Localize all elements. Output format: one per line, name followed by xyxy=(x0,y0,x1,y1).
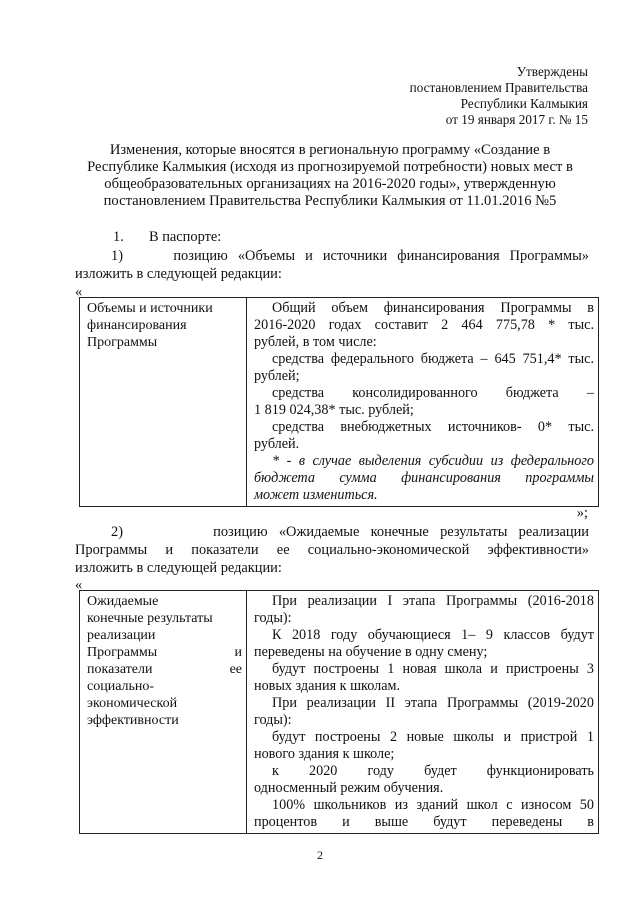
value-line: Общий объем финансирования Программы в xyxy=(272,300,594,316)
label-word: экономической xyxy=(87,696,178,711)
label-line xyxy=(87,712,242,729)
value-line: При реализации I этапа Программы (2016-2018 xyxy=(272,593,594,609)
results-table xyxy=(79,590,599,834)
sub-item-1-line-2: изложить в следующей редакции: xyxy=(75,266,282,282)
value-line: средства внебюджетных источников- 0* тыс. xyxy=(272,419,594,435)
title-line: постановлением Правительства Республики Калмыкия от 11.01.2016 №5 xyxy=(103,193,557,209)
approval-line: Республики Калмыкия xyxy=(460,96,588,111)
label-line xyxy=(87,644,242,661)
results-value-cell xyxy=(247,591,599,834)
label-word: Ожидаемые xyxy=(87,594,159,609)
value-line: рублей. xyxy=(254,436,300,452)
label-line: Объемы и источники xyxy=(87,301,213,316)
financing-value-cell xyxy=(247,298,599,507)
approval-block xyxy=(410,64,588,128)
footnote-line: * - в случае выделения субсидии из федерального xyxy=(272,453,594,469)
open-quote: « xyxy=(75,577,83,593)
title-line: Изменения, которые вносятся в региональную программу «Создание в xyxy=(109,142,551,158)
document-title xyxy=(70,142,590,210)
label-word: показатели xyxy=(87,662,153,677)
label-word: реализации xyxy=(87,628,156,643)
value-line: односменный режим обучения. xyxy=(254,780,444,796)
value-line: рублей, в том числе: xyxy=(254,334,377,350)
item-1-text: В паспорте: xyxy=(149,229,222,245)
label-word: социально- xyxy=(87,679,155,694)
financing-label-cell xyxy=(80,298,247,507)
financing-table xyxy=(79,297,599,507)
sub-item-2-line-1 xyxy=(111,524,589,541)
item-1 xyxy=(75,229,589,246)
label-word: конечные результаты xyxy=(87,611,213,626)
value-line: К 2018 году обучающиеся 1– 9 классов будут xyxy=(272,627,594,643)
value-line: процентов и выше будут переведены в xyxy=(254,814,594,830)
value-line: нового здания к школе; xyxy=(254,746,395,762)
results-label-cell xyxy=(80,591,247,834)
title-line: Республике Калмыкия (исходя из прогнозируемой потребности) новых мест в xyxy=(87,159,573,175)
sub-item-1-line-1 xyxy=(111,248,589,265)
sub-item-1-number: 1) xyxy=(111,248,123,264)
page-number: 2 xyxy=(317,848,323,862)
footnote-line: может измениться. xyxy=(254,487,378,503)
value-line: будут построены 1 новая школа и пристроены 3 xyxy=(272,661,594,677)
value-line: 2016-2020 годах составит 2 464 775,78 * тыс. xyxy=(254,317,594,333)
value-line: 100% школьников из зданий школ с износом 50 xyxy=(272,797,594,813)
label-word: эффективности xyxy=(87,713,179,728)
open-quote: « xyxy=(75,284,83,300)
sub-item-2-line-3: изложить в следующей редакции: xyxy=(75,560,282,576)
sub-item-2-text: позицию «Ожидаемые конечные результаты реализации xyxy=(213,524,590,540)
value-line: При реализации II этапа Программы (2019-2020 xyxy=(272,695,594,711)
label-line xyxy=(87,678,242,695)
value-line: рублей; xyxy=(254,368,300,384)
value-line: годы): xyxy=(254,712,292,728)
sub-item-1-text: позицию «Объемы и источники финансирования Программы» xyxy=(173,248,589,264)
label-word: Программы xyxy=(87,645,158,660)
value-line: новых здания к школам. xyxy=(254,678,401,694)
item-1-number: 1. xyxy=(113,229,124,245)
value-line: переведены на обучение в одну смену; xyxy=(254,644,488,660)
label-line: финансирования xyxy=(87,318,187,333)
label-word: и xyxy=(234,645,242,660)
value-line: будут построены 2 новые школы и пристрой 1 xyxy=(272,729,594,745)
table-row xyxy=(80,298,599,507)
table-row xyxy=(80,591,599,834)
value-line: средства федерального бюджета – 645 751,4* тыс. xyxy=(272,351,594,367)
approval-line: от 19 января 2017 г. № 15 xyxy=(445,112,588,127)
value-line: средства консолидированного бюджета – xyxy=(272,385,594,401)
label-word: ее xyxy=(229,662,242,677)
label-line xyxy=(87,627,242,644)
approval-line: постановлением Правительства xyxy=(409,80,588,95)
value-line: к 2020 году будет функционировать xyxy=(272,763,594,779)
value-line: 1 819 024,38* тыс. рублей; xyxy=(254,402,414,418)
footnote-line: бюджета сумма финансирования программы xyxy=(254,470,594,486)
label-line: Программы xyxy=(87,335,158,350)
sub-item-2-number: 2) xyxy=(111,524,123,540)
approval-line: Утверждены xyxy=(516,64,588,79)
title-line: общеобразовательных организациях на 2016-2020 годы», утвержденную xyxy=(104,176,556,192)
label-line xyxy=(87,695,242,712)
label-line xyxy=(87,593,242,610)
label-line xyxy=(87,610,242,627)
label-line xyxy=(87,661,242,678)
sub-item-2-line-2: Программы и показатели ее социально-экономической эффективности» xyxy=(75,542,589,558)
value-line: годы): xyxy=(254,610,292,626)
close-quote: »; xyxy=(576,505,588,521)
